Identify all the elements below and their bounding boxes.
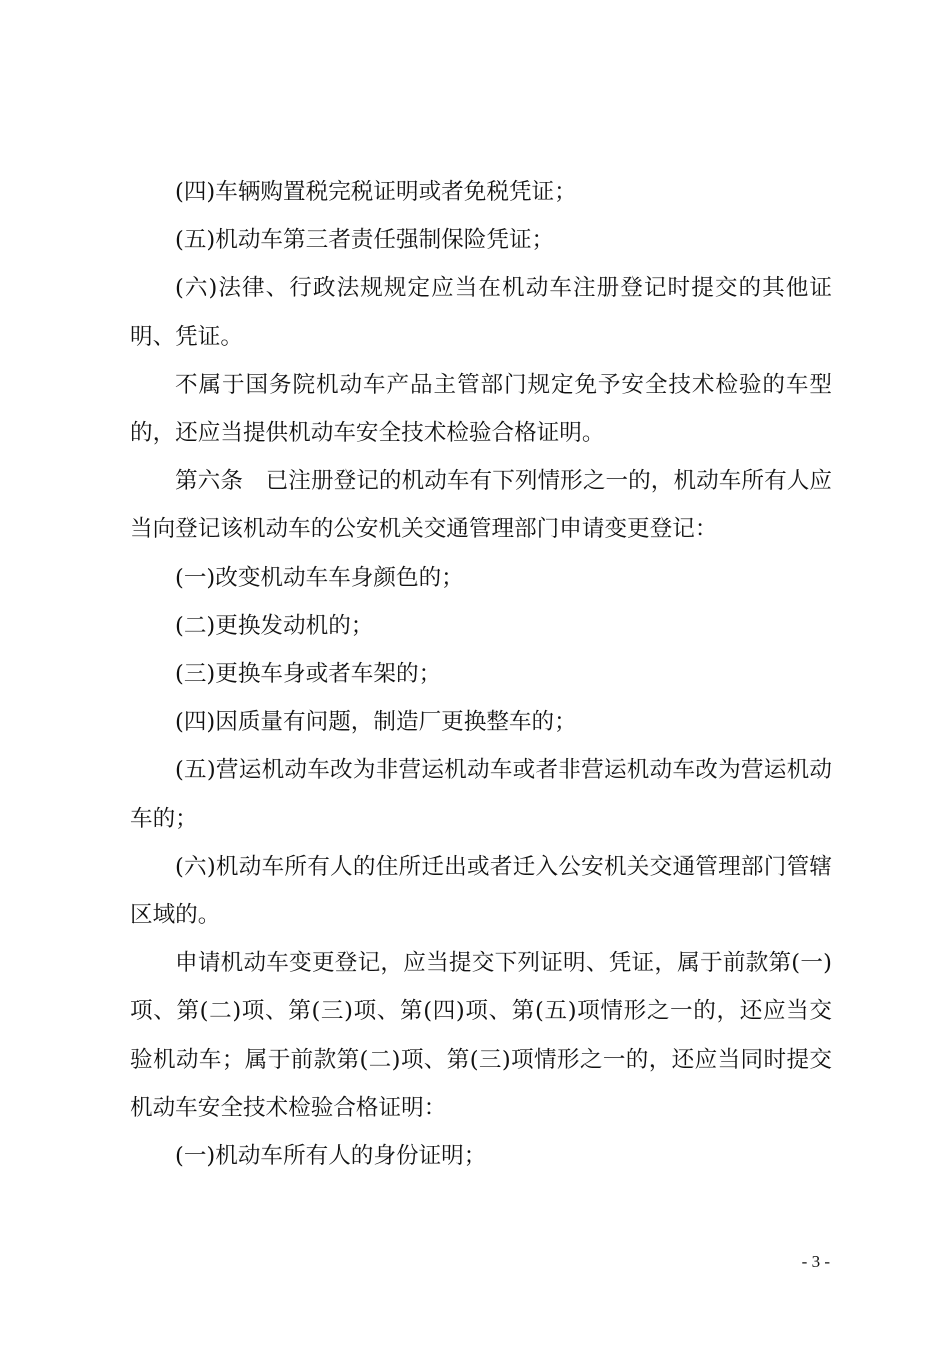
paragraph-item-4-tax-certificate: (四)车辆购置税完税证明或者免税凭证； xyxy=(175,179,577,205)
page-number: - 3 - xyxy=(801,1252,830,1271)
paragraph-change-registration-requirements: 申请机动车变更登记，应当提交下列证明、凭证，属于前款第(一)项、第(二)项、第(三)项、第(四)项、第(五)项情形之一的，还应当交验机动车；属于前款第(二)项、第(三)项情形之一的，还应当同时提交机动车安全技术检验合格证明： xyxy=(130,950,832,1121)
paragraph-item-6-other-certificates: (六)法律、行政法规规定应当在机动车注册登记时提交的其他证明、凭证。 xyxy=(130,275,832,350)
paragraph-operation-change: (五)营运机动车改为非营运机动车或者非营运机动车改为营运机动车的； xyxy=(130,757,832,832)
document-body xyxy=(130,168,832,1180)
paragraph-change-engine: (二)更换发动机的； xyxy=(175,612,374,639)
paragraph-item-5-insurance-voucher: (五)机动车第三者责任强制保险凭证； xyxy=(175,227,555,254)
paragraph-change-body-frame: (三)更换车身或者车架的； xyxy=(175,661,442,688)
paragraph-replace-vehicle: (四)因质量有问题，制造厂更换整车的； xyxy=(175,709,577,736)
paragraph-residence-change: (六)机动车所有人的住所迁出或者迁入公安机关交通管理部门管辖区域的。 xyxy=(130,853,832,929)
paragraph-owner-identity: (一)机动车所有人的身份证明； xyxy=(175,1143,487,1170)
paragraph-safety-inspection-note: 不属于国务院机动车产品主管部门规定免予安全技术检验的车型的，还应当提供机动车安全技术检验合格证明。 xyxy=(130,371,832,447)
paragraph-article-6: 第六条 已注册登记的机动车有下列情形之一的，机动车所有人应当向登记该机动车的公安机关交通管理部门申请变更登记： xyxy=(130,468,832,543)
paragraph-change-color: (一)改变机动车车身颜色的； xyxy=(175,564,464,591)
